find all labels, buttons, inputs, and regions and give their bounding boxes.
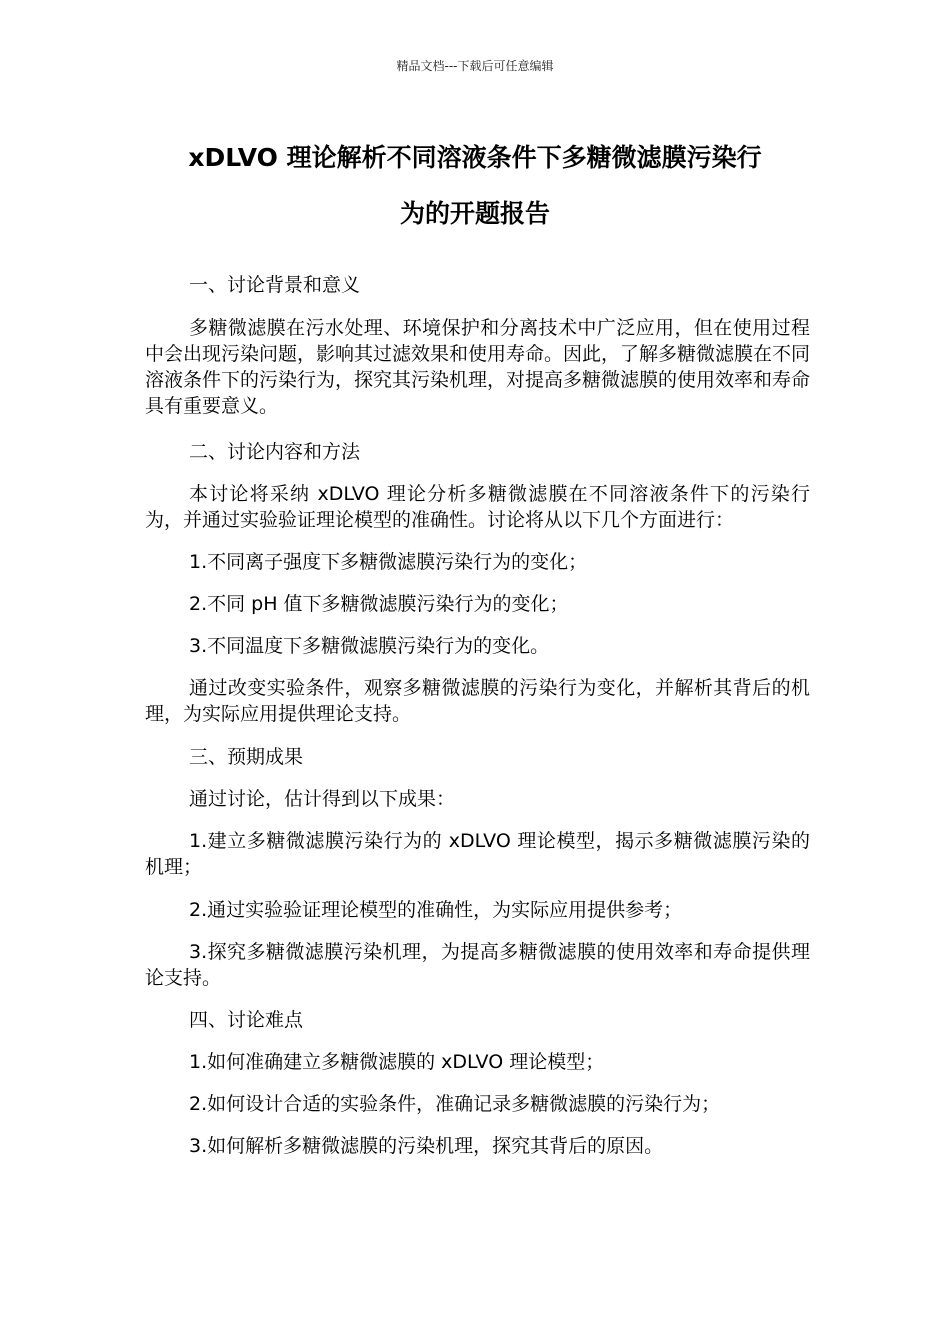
section2-item-2: 2.不同 pH 值下多糖微滤膜污染行为的变化； [189,593,569,615]
section2-item-3: 3.不同温度下多糖微滤膜污染行为的变化。 [189,635,550,657]
section3-item-1: 1.建立多糖微滤膜污染行为的 xDLVO 理论模型，揭示多糖微滤膜污染的机理； [145,830,810,878]
title-line-2: 为的开题报告 [399,199,550,228]
section3-heading: 三、预期成果 [189,746,304,768]
section2-heading: 二、讨论内容和方法 [189,441,361,463]
page-header: 精品文档---下载后可任意编辑 [396,59,554,73]
section1-heading: 一、讨论背景和意义 [189,274,361,296]
section4-item-1: 1.如何准确建立多糖微滤膜的 xDLVO 理论模型； [189,1051,605,1073]
section3-item-3: 3.探究多糖微滤膜污染机理，为提高多糖微滤膜的使用效率和寿命提供理论支持。 [145,941,810,989]
document-title [140,130,810,242]
section2-intro: 本讨论将采纳 xDLVO 理论分析多糖微滤膜在不同溶液条件下的污染行为，并通过实验验证理论模型的准确性。讨论将从以下几个方面进行： [145,483,810,531]
section4-item-2: 2.如何设计合适的实验条件，准确记录多糖微滤膜的污染行为； [189,1093,721,1115]
section2-item-1: 1.不同离子强度下多糖微滤膜污染行为的变化； [189,551,588,573]
section3-intro: 通过讨论，估计得到以下成果： [189,788,456,810]
section4-heading: 四、讨论难点 [189,1009,304,1031]
section2-closing: 通过改变实验条件，观察多糖微滤膜的污染行为变化，并解析其背后的机理，为实际应用提供理论支持。 [145,677,810,725]
section1-paragraph: 多糖微滤膜在污水处理、环境保护和分离技术中广泛应用，但在使用过程中会出现污染问题，影响其过滤效果和使用寿命。因此，了解多糖微滤膜在不同溶液条件下的污染行为，探究其污染机理，对提高多糖微滤膜的使用效率和寿命具有重要意义。 [145,317,811,417]
title-line-1: xDLVO 理论解析不同溶液条件下多糖微滤膜污染行 [188,143,762,172]
section3-item-2: 2.通过实验验证理论模型的准确性，为实际应用提供参考； [189,899,683,921]
section4-item-3: 3.如何解析多糖微滤膜的污染机理，探究其背后的原因。 [189,1135,664,1157]
